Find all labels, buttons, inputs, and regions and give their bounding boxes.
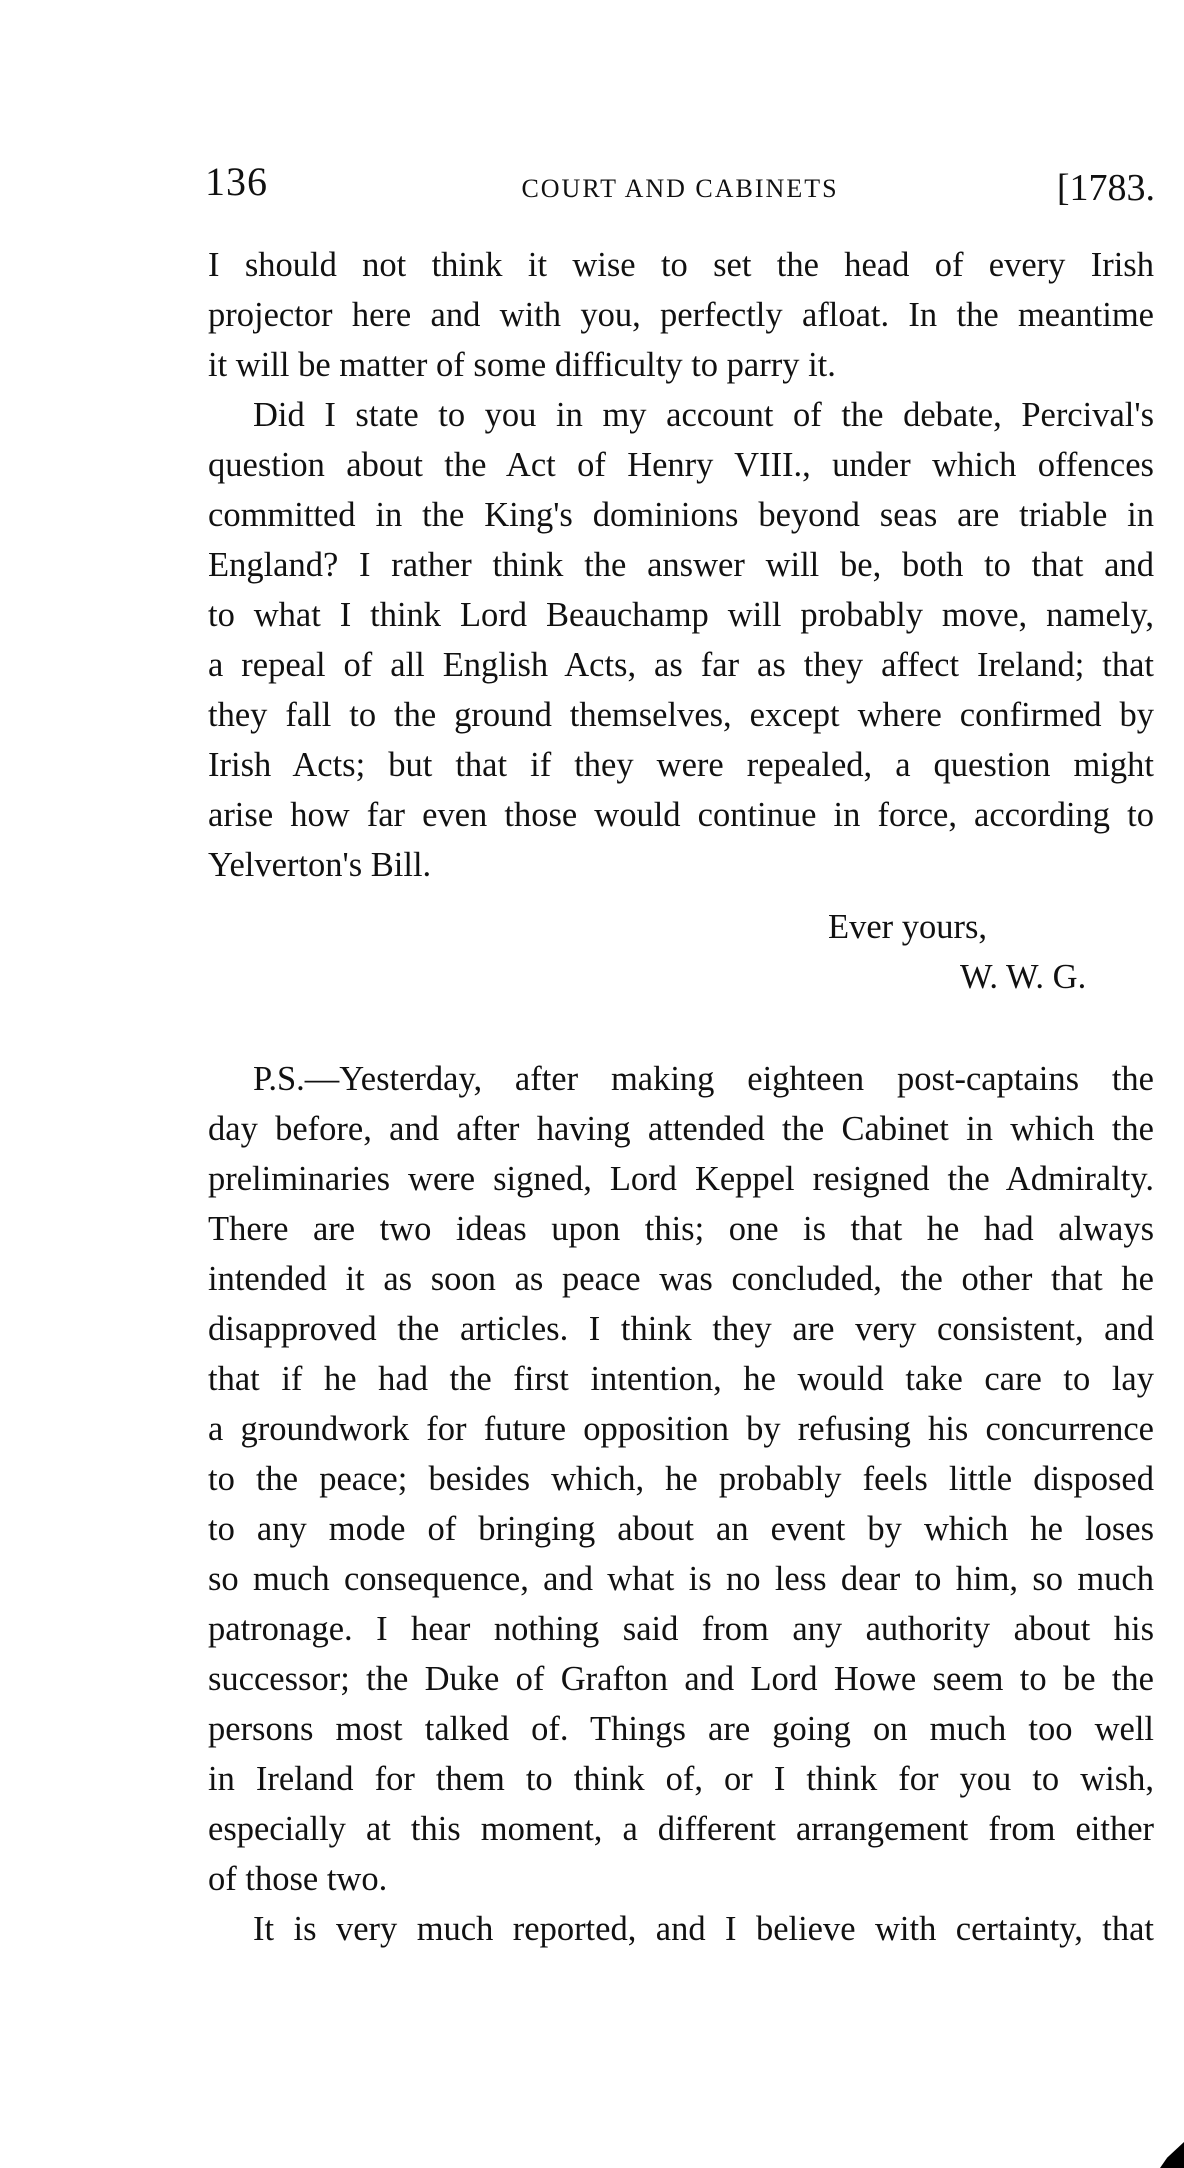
section-gap (208, 1002, 1154, 1054)
text-line: committed in the King's dominions beyond seas are triable in (208, 496, 1154, 534)
text-line: persons most talked of. Things are going on much too well (208, 1710, 1154, 1748)
text-line: intended it as soon as peace was concluded, the other that he (208, 1260, 1154, 1298)
text-line: successor; the Duke of Grafton and Lord Howe seem to be the (208, 1660, 1154, 1698)
paragraph-2 (208, 390, 1154, 890)
paragraph-1 (208, 240, 1154, 390)
text-line: a repeal of all English Acts, as far as they affect Ireland; that (208, 646, 1154, 684)
text-line: I should not think it wise to set the head of every Irish (208, 246, 1154, 284)
page-corner-mark (1160, 2142, 1184, 2168)
letter-closing: Ever yours, (828, 908, 988, 946)
text-line: Did I state to you in my account of the debate, Percival's (253, 396, 1154, 434)
paragraph-last (208, 1904, 1154, 1954)
running-title: COURT AND CABINETS (521, 174, 839, 203)
page-number: 136 (205, 159, 268, 204)
text-line: to any mode of bringing about an event by which he loses (208, 1510, 1154, 1548)
text-line: day before, and after having attended the Cabinet in which the (208, 1110, 1154, 1148)
running-header (205, 150, 1155, 210)
text-line: disapproved the articles. I think they are very consistent, and (208, 1310, 1154, 1348)
text-line: patronage. I hear nothing said from any authority about his (208, 1610, 1154, 1648)
text-line: especially at this moment, a different arrangement from either (208, 1810, 1154, 1848)
text-line: that if he had the first intention, he would take care to lay (208, 1360, 1154, 1398)
text-line: in Ireland for them to think of, or I think for you to wish, (208, 1760, 1154, 1798)
text-line: they fall to the ground themselves, except where confirmed by (208, 696, 1154, 734)
letter-signature: W. W. G. (960, 958, 1087, 996)
text-line: arise how far even those would continue in force, according to (208, 796, 1154, 834)
text-line: It is very much reported, and I believe with certainty, that (253, 1910, 1154, 1948)
text-line: England? I rather think the answer will be, both to that and (208, 546, 1154, 584)
text-line: There are two ideas upon this; one is that he had always (208, 1210, 1154, 1248)
text-line: to what I think Lord Beauchamp will probably move, namely, (208, 596, 1154, 634)
text-line: of those two. (208, 1860, 388, 1898)
text-line: Irish Acts; but that if they were repealed, a question might (208, 746, 1154, 784)
text-line: Yelverton's Bill. (208, 846, 432, 884)
text-line: to the peace; besides which, he probably feels little disposed (208, 1460, 1154, 1498)
text-line: question about the Act of Henry VIII., under which offences (208, 446, 1154, 484)
text-line: projector here and with you, perfectly afloat. In the meantime (208, 296, 1154, 334)
running-year: [1783. (1056, 167, 1155, 209)
paragraph-postscript (208, 1054, 1154, 1904)
text-line: preliminaries were signed, Lord Keppel resigned the Admiralty. (208, 1160, 1154, 1198)
text-line: it will be matter of some difficulty to parry it. (208, 346, 836, 384)
body-text (208, 240, 1154, 1954)
text-line: P.S.—Yesterday, after making eighteen post-captains the (253, 1060, 1154, 1098)
text-line: a groundwork for future opposition by refusing his concurrence (208, 1410, 1154, 1448)
text-line: so much consequence, and what is no less dear to him, so much (208, 1560, 1154, 1598)
